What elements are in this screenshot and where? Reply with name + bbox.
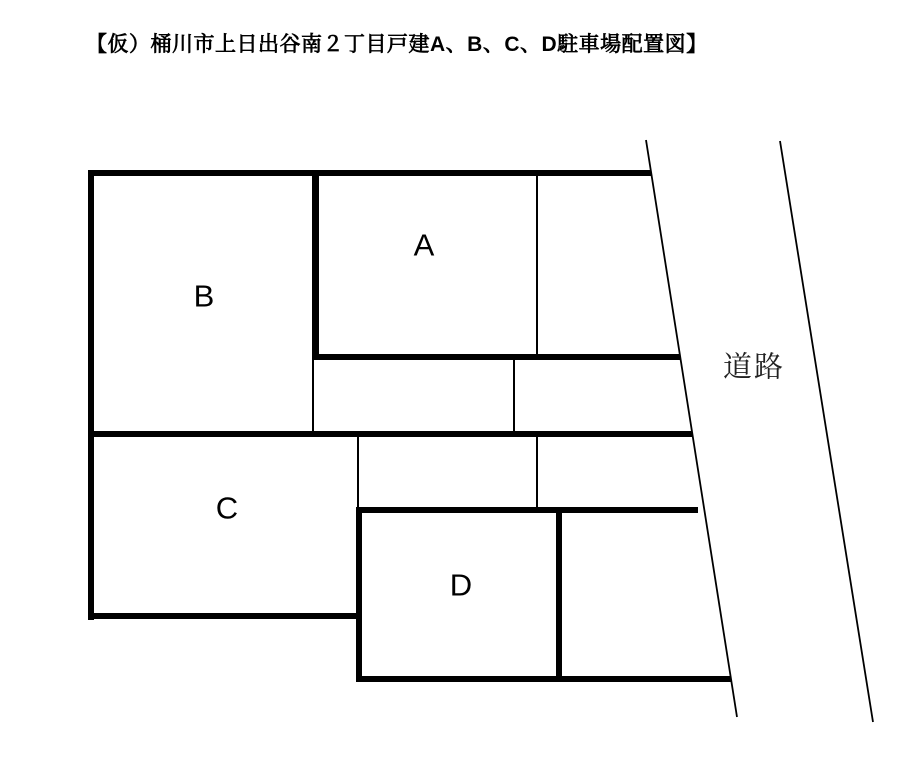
parcel-a-label: A [413,227,435,263]
parcel-b-label: B [193,278,215,314]
parcel-c-label: C [215,490,239,526]
road-label: 道路 [722,351,786,384]
road-outer-edge-line [780,141,873,722]
road-inner-edge-line [646,140,737,717]
page-title: 【仮）桶川市上日出谷南２丁目戸建A、B、C、D駐車場配置図】 [86,33,708,56]
parcel-d-label: D [449,567,473,603]
